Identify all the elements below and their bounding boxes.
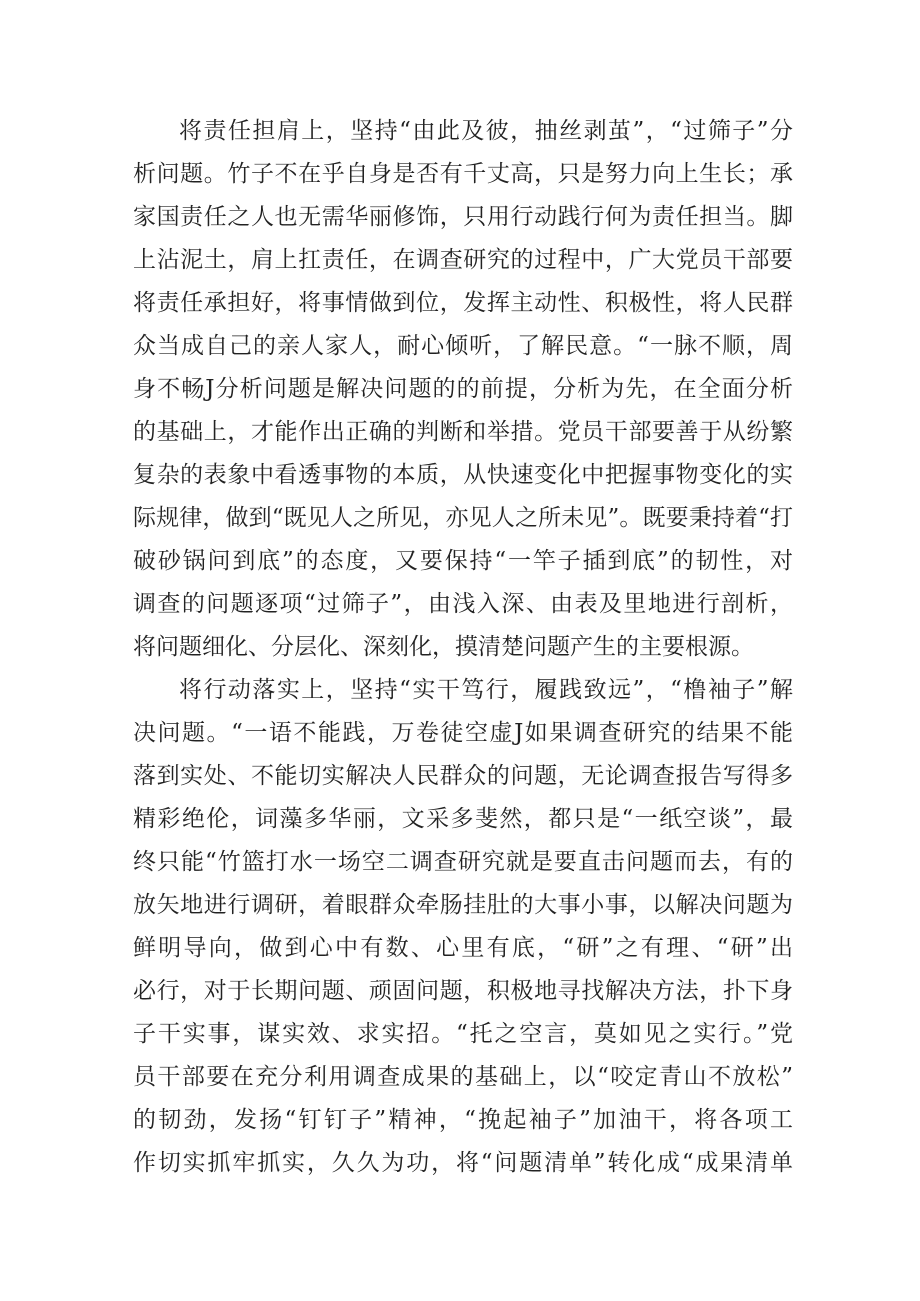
text-line: 的韧劲，发扬“钉钉子”精神，“挽起袖子”加油干，将各项工	[133, 1107, 793, 1133]
paragraph	[133, 669, 793, 1185]
text-line: 的基础上，才能作出正确的判断和举措。党员干部要善于从纷繁	[133, 419, 793, 445]
text-line: 精彩绝伦，词藻多华丽，文采多斐然，都只是“一纸空谈”，最	[133, 806, 793, 832]
text-line: 终只能“竹篮打水一场空二调查研究就是要直击问题而去，有的	[133, 849, 793, 875]
text-line: 身不畅J分析问题是解决问题的的前提，分析为先，在全面分析	[133, 376, 793, 402]
text-line: 际规律，做到“既见人之所见，亦见人之所未见”。既要秉持着“打	[133, 505, 793, 531]
text-line: 作切实抓牢抓实，久久为功，将“问题清单”转化成“成果清单	[133, 1150, 793, 1176]
text-line: 家国责任之人也无需华丽修饰，只用行动践行何为责任担当。脚	[133, 204, 793, 230]
text-line: 将问题细化、分层化、深刻化，摸清楚问题产生的主要根源。	[133, 634, 754, 660]
text-line: 调查的问题逐项“过筛子”，由浅入深、由表及里地进行剖析，	[133, 591, 793, 617]
text-line: 上沾泥土，肩上扛责任，在调查研究的过程中，广大党员干部要	[133, 247, 793, 273]
text-line: 落到实处、不能切实解决人民群众的问题，无论调查报告写得多	[133, 763, 793, 789]
text-line: 放矢地进行调研，着眼群众牵肠挂肚的大事小事，以解决问题为	[133, 892, 793, 918]
text-line: 子干实事，谋实效、求实招。“托之空言，莫如见之实行。”党	[133, 1021, 793, 1047]
text-line: 析问题。竹子不在乎自身是否有千丈高，只是努力向上生长；承	[133, 161, 793, 187]
document-body	[133, 110, 793, 1185]
paragraph	[133, 110, 793, 669]
text-line: 决问题。“一语不能践，万卷徒空虚J如果调查研究的结果不能	[133, 720, 793, 746]
text-line: 必行，对于长期问题、顽固问题，积极地寻找解决方法，扑下身	[133, 978, 793, 1004]
text-line: 众当成自己的亲人家人，耐心倾听，了解民意。“一脉不顺，周	[133, 333, 793, 359]
text-line: 将行动落实上，坚持“实干笃行，履践致远”，“橹袖子”解	[179, 677, 793, 703]
text-line: 复杂的表象中看透事物的本质，从快速变化中把握事物变化的实	[133, 462, 793, 488]
text-line: 将责任承担好，将事情做到位，发挥主动性、积极性，将人民群	[133, 290, 793, 316]
text-line: 破砂锅问到底”的态度，又要保持“一竿子插到底”的韧性，对	[133, 548, 793, 574]
text-line: 鲜明导向，做到心中有数、心里有底，“研”之有理、“研”出	[133, 935, 793, 961]
text-line: 将责任担肩上，坚持“由此及彼，抽丝剥茧”，“过筛子”分	[179, 118, 793, 144]
text-line: 员干部要在充分利用调查成果的基础上，以“咬定青山不放松”	[133, 1064, 793, 1090]
